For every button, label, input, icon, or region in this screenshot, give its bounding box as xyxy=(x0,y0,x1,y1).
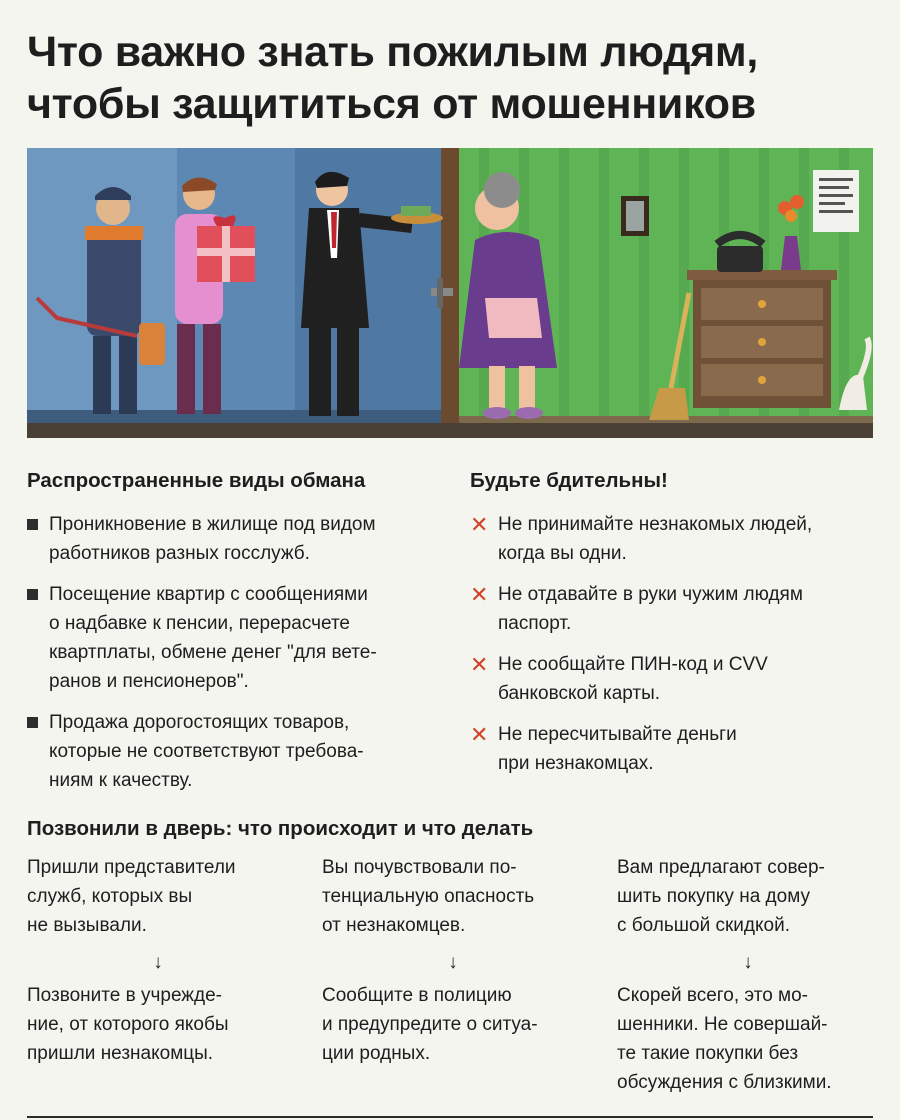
situation-line: служб, которых вы xyxy=(27,886,193,907)
list-item-line: ранов и пенсионеров". xyxy=(49,671,249,692)
situation-line: Пришли представители xyxy=(27,857,236,878)
situation-line: с большой скидкой. xyxy=(617,915,790,936)
list-item-line: Посещение квартир с сообщениями xyxy=(49,584,368,605)
action-line: Скорей всего, это мо- xyxy=(617,985,808,1006)
list-item-line: Не отдавайте в руки чужим людям xyxy=(498,584,803,605)
list-item-line: банковской карты. xyxy=(498,683,661,704)
door-scenario-purchase xyxy=(617,853,879,1097)
list-item-line: Не принимайте незнакомых людей, xyxy=(498,514,813,535)
arrow-down-icon: ↓ xyxy=(153,952,163,973)
action-line: ции родных. xyxy=(322,1043,431,1064)
square-bullet-icon xyxy=(27,589,38,600)
situation-line: от незнакомцев. xyxy=(322,915,466,936)
list-item-line: которые не соответствуют требова- xyxy=(49,741,364,762)
scenario-action xyxy=(27,981,289,1068)
square-bullet-icon xyxy=(27,717,38,728)
list-item xyxy=(27,708,457,795)
action-line: Позвоните в учрежде- xyxy=(27,985,222,1006)
action-line: шенники. Не совершай- xyxy=(617,1014,828,1035)
list-item-line: когда вы одни. xyxy=(498,543,627,564)
title-line-1: Что важно знать пожилым людям, xyxy=(27,28,759,76)
list-item-line: о надбавке к пенсии, перерасчете xyxy=(49,613,350,634)
action-line: Сообщите в полицию xyxy=(322,985,512,1006)
situation-line: не вызывали. xyxy=(27,915,147,936)
list-item-line: работников разных госслужб. xyxy=(49,543,310,564)
list-item xyxy=(470,650,880,708)
fraud-types-heading: Распространенные виды обмана xyxy=(27,469,366,492)
arrow-down-icon: ↓ xyxy=(743,952,753,973)
bottom-divider xyxy=(27,1116,873,1118)
list-item xyxy=(470,580,880,638)
list-item-line: паспорт. xyxy=(498,613,572,634)
list-item-line: Продажа дорогостоящих товаров, xyxy=(49,712,350,733)
list-item-line: Не пересчитывайте деньги xyxy=(498,724,737,745)
cross-icon: ✕ xyxy=(470,582,489,607)
list-item-line: квартплаты, обмене денег "для вете- xyxy=(49,642,377,663)
door-scenario-danger xyxy=(322,853,584,1068)
action-line: ние, от которого якобы xyxy=(27,1014,229,1035)
illustration-scene xyxy=(27,148,873,438)
scenario-situation xyxy=(27,853,289,940)
title-line-2: чтобы защититься от мошенников xyxy=(27,80,756,128)
be-vigilant-list xyxy=(470,510,880,778)
be-vigilant-heading: Будьте бдительны! xyxy=(470,469,668,492)
scenario-situation xyxy=(322,853,584,940)
list-item-line: Не сообщайте ПИН-код и CVV xyxy=(498,654,768,675)
list-item xyxy=(27,580,457,696)
list-item-line: ниям к качеству. xyxy=(49,770,193,791)
list-item xyxy=(470,720,880,778)
scenario-action xyxy=(322,981,584,1068)
action-line: пришли незнакомцы. xyxy=(27,1043,214,1064)
action-line: те такие покупки без xyxy=(617,1043,799,1064)
cross-icon: ✕ xyxy=(470,722,489,747)
situation-line: Вам предлагают совер- xyxy=(617,857,825,878)
scenario-situation xyxy=(617,853,879,940)
door-section-heading: Позвонили в дверь: что происходит и что делать xyxy=(27,817,534,840)
square-bullet-icon xyxy=(27,519,38,530)
list-item xyxy=(27,510,457,568)
fraud-types-list xyxy=(27,510,457,795)
list-item xyxy=(470,510,880,568)
cross-icon: ✕ xyxy=(470,512,489,537)
arrow-down-icon: ↓ xyxy=(448,952,458,973)
action-line: обсуждения с близкими. xyxy=(617,1072,832,1093)
be-vigilant-section xyxy=(470,468,880,790)
situation-line: тенциальную опасность xyxy=(322,886,535,907)
situation-line: шить покупку на дому xyxy=(617,886,810,907)
action-line: и предупредите о ситуа- xyxy=(322,1014,538,1035)
fraud-types-section xyxy=(27,468,457,807)
page-title xyxy=(27,26,877,130)
list-item-line: Проникновение в жилище под видом xyxy=(49,514,376,535)
list-item-line: при незнакомцах. xyxy=(498,753,654,774)
door-scenario-services xyxy=(27,853,289,1068)
situation-line: Вы почувствовали по- xyxy=(322,857,517,878)
cross-icon: ✕ xyxy=(470,652,489,677)
scenario-action xyxy=(617,981,879,1097)
